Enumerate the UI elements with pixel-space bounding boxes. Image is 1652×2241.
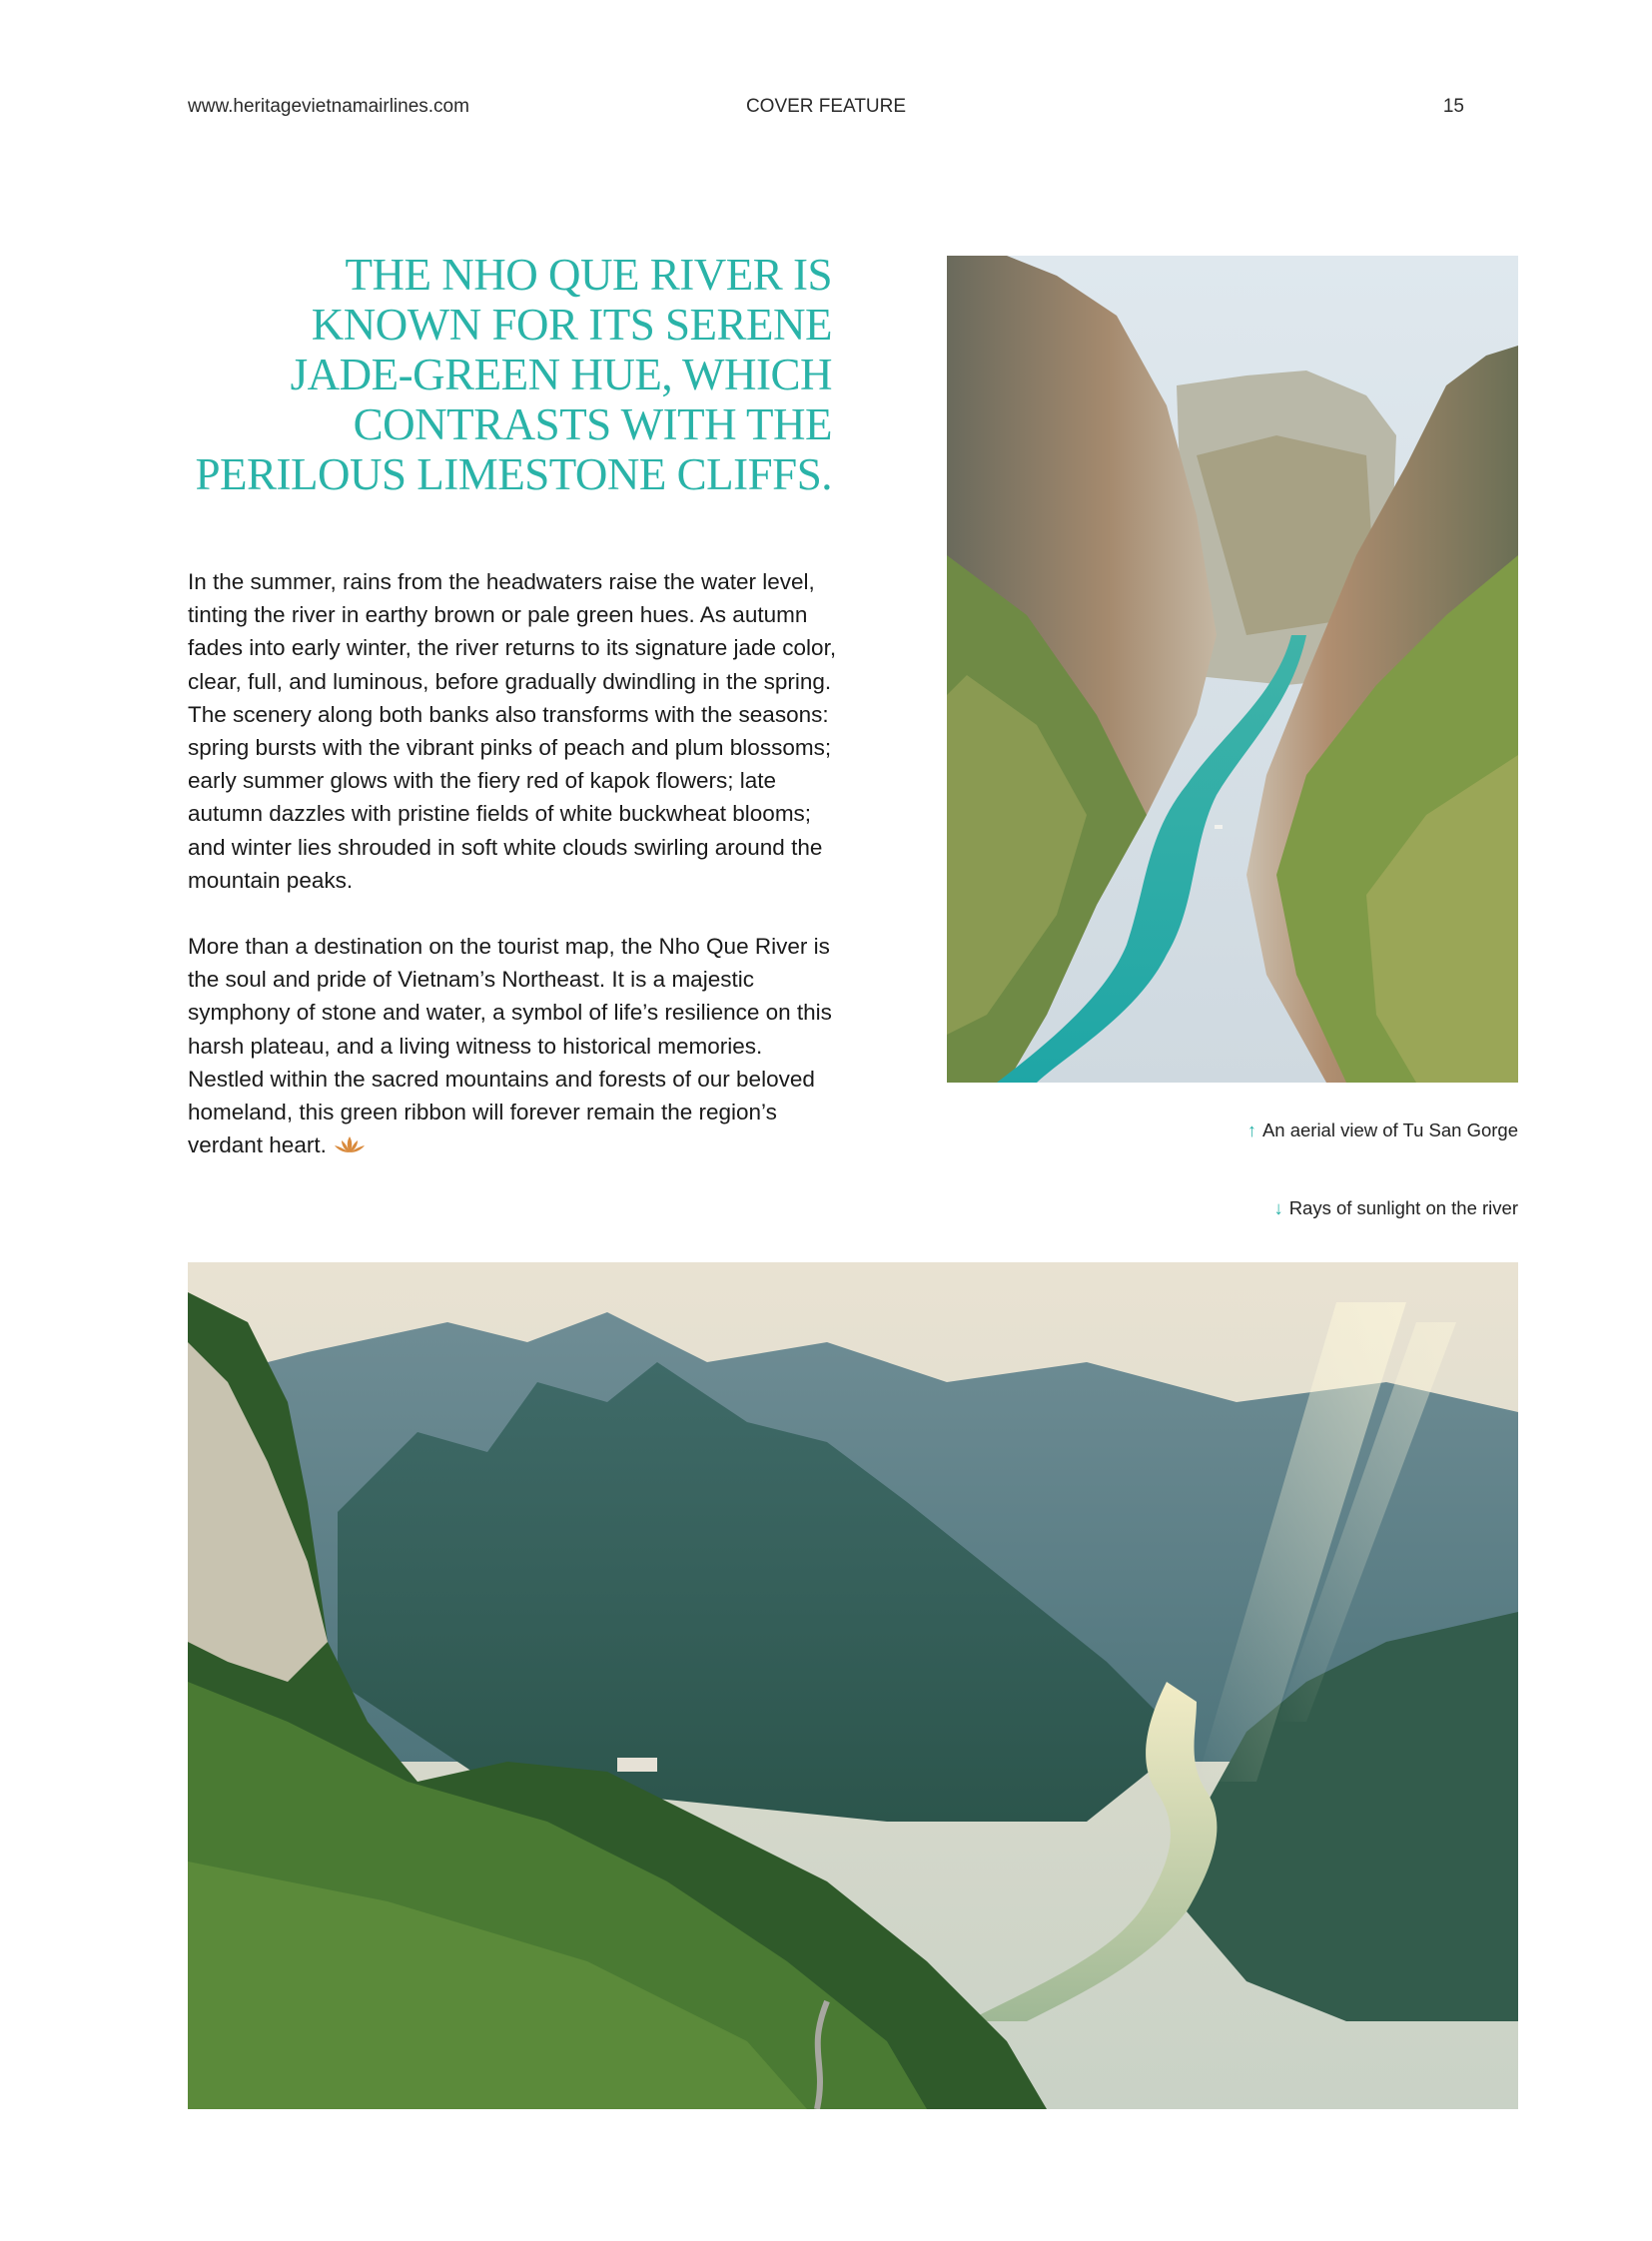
article-paragraph: In the summer, rains from the headwaters raise the water level, tinting the river in earthy brown or pale green hues. As autumn fades into early winter, the river returns to its signature jade color, clear, full, and luminous, before gradually dwindling in the spring. The scenery along both banks also transforms with the seasons: spring bursts with the vibrant pinks of peach and plum blossoms; early summer glows with the fiery red of kapok flowers; late autumn dazzles with pristine fields of white buckwheat blooms; and winter lies shrouded in soft white clouds swirling around the mountain peaks. (188, 569, 837, 893)
sunlit-river-photo (188, 1262, 1518, 2109)
page-number: 15 (1442, 96, 1464, 117)
article-paragraph: More than a destination on the tourist map, the Nho Que River is the soul and pride of Vietnam’s Northeast. It is a majestic symphony of stone and water, a symbol of life’s resilience on this harsh plateau, and a living witness to historical memories. Nestled within the sacred mountains and forests of our beloved homeland, this green ribbon will forever remain the region’s verdant heart. (188, 934, 832, 1158)
arrow-down-icon: ↓ (1273, 1197, 1283, 1218)
article-body (188, 565, 837, 1194)
caption-text: Rays of sunlight on the river (1288, 1197, 1518, 1218)
pull-quote: THE NHO QUE RIVER IS KNOWN FOR ITS SERENE JADE-GREEN HUE, WHICH CONTRASTS WITH THE PERILOUS LIMESTONE CLIFFS. (195, 250, 832, 499)
caption-text: An aerial view of Tu San Gorge (1261, 1120, 1518, 1140)
caption-top-photo (1247, 1120, 1518, 1141)
gorge-aerial-photo (947, 256, 1518, 1083)
website-url[interactable]: www.heritagevietnamairlines.com (188, 96, 469, 117)
arrow-up-icon: ↑ (1246, 1120, 1256, 1140)
section-label: COVER FEATURE (745, 96, 907, 117)
caption-bottom-photo (1273, 1197, 1518, 1219)
lotus-icon (333, 1134, 367, 1154)
page-header (188, 96, 1464, 120)
